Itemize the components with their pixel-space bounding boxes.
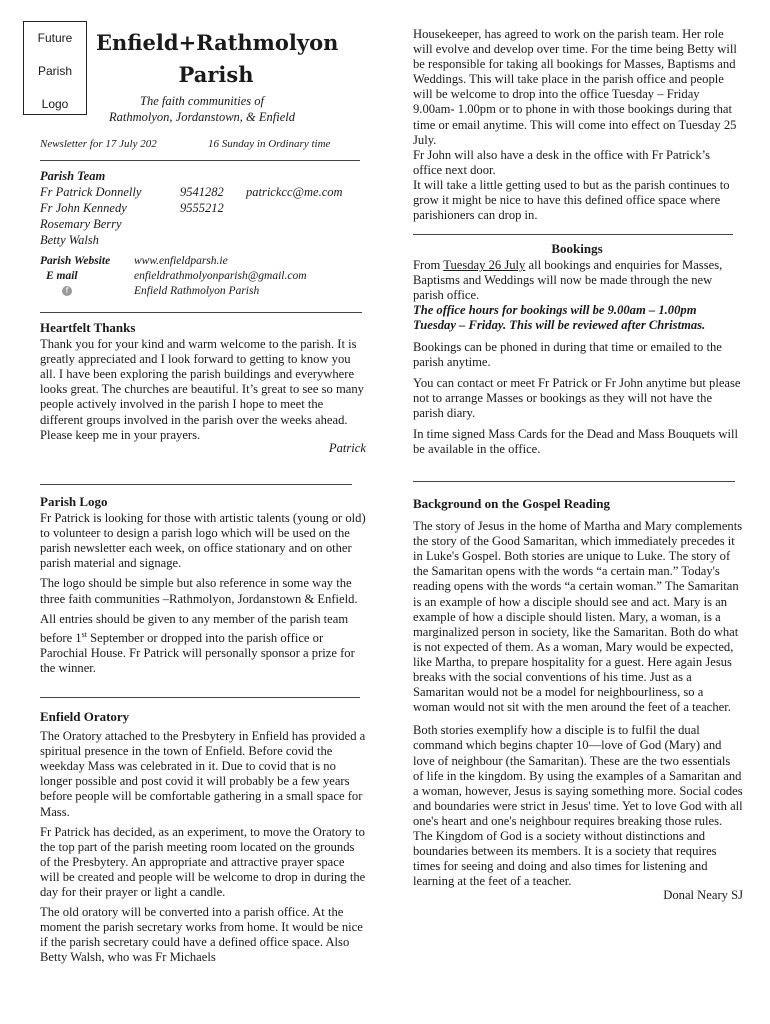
bookings-paragraph: In time signed Mass Cards for the Dead and Mass Bouquets will be available in the office. <box>413 427 738 457</box>
parish-title <box>96 27 339 91</box>
office-paragraph: Housekeeper, has agreed to work on the parish team. Her role will evolve and develop over time. For the time being Betty will be responsible for taking all bookings for Masses, Baptisms and Weddings. This will take place in the parish office and people will be welcome to drop into the office Tuesday – Friday 9.00am- 1.00pm or to phone in with those bookings during that time or email anytime. This will come into effect on Tuesday 25 July. <box>413 27 737 147</box>
team-member <box>40 232 370 248</box>
office-continued <box>413 27 741 223</box>
divider <box>413 234 733 235</box>
oratory-section <box>40 709 366 966</box>
website-label: Parish Website <box>40 255 111 267</box>
title-line-1: Enfield+Rathmolyon <box>96 30 339 55</box>
logo-section <box>40 494 366 676</box>
divider <box>40 484 352 485</box>
facebook-icon[interactable]: f <box>62 286 72 296</box>
logo-line: Logo <box>41 97 69 111</box>
liturgical-sunday: 16 Sunday in Ordinary time <box>208 138 331 150</box>
newsletter-date: Newsletter for 17 July 202 <box>40 138 157 150</box>
member-phone: 9541282 <box>180 185 224 199</box>
gospel-paragraph: The story of Jesus in the home of Martha and Mary complements the story of the Good Samaritan, which immediately precedes it in Luke's Gospel. Both stories are unique to Luke. The story of the Samaritan opens with the words “a certain man.” Today's reading opens with the words “a certain woman.” The Samaritan is an example of how a disciple should see and act. Mary is an example of how a disciple should listen. Mary, a woman, is a marginalized person in society, like the Samaritan. Both do what is not expected of them. As a woman, Mary would be expected, like Martha, to prepare hospitality for a guest. Here again Jesus breaks with the social conventions of his time. Just as a Samaritan would not be a model for neighbourliness, so a woman would not sit with the men around the feet of a teacher. <box>413 519 743 715</box>
logo-paragraph: Fr Patrick is looking for those with artistic talents (young or old) to volunteer to design a parish logo which will be used on the parish newsletter each week, on office stationary and on other parish material and signage. <box>40 511 366 571</box>
office-paragraph: It will take a little getting used to but as the parish continues to grow it might be nice to have this defined office space where parishioners can drop in. <box>413 177 730 223</box>
office-hours: The office hours for bookings will be 9.00am – 1.00pm Tuesday – Friday. This will be reviewed after Christmas. <box>413 303 706 333</box>
issue-line <box>40 138 364 150</box>
thanks-body: Thank you for your kind and warm welcome to the parish. It is greatly appreciated and I look forward to getting to know you all. I have been exploring the parish buildings and everywhere looks great. The churches are beautiful. It’s great to see so many people actively involved in the parish I hope to meet the different groups involved in the parish over the weeks ahead. Please keep me in your prayers. <box>40 337 364 442</box>
logo-paragraph: All entries should be given to any member of the parish team before 1st September or dropped into the parish office or Parochial House. Fr Patrick will personally sponsor a prize for the winner. <box>40 611 355 676</box>
title-line-2: Parish <box>178 62 254 87</box>
member-name: Fr Patrick Donnelly <box>40 185 142 199</box>
thanks-signature: Patrick <box>328 440 366 455</box>
bookings-paragraph: From Tuesday 26 July all bookings and enquiries for Masses, Baptisms and Weddings will now be made through the new parish office. <box>413 258 723 303</box>
team-member <box>40 200 370 216</box>
gospel-heading: Background on the Gospel Reading <box>413 496 610 511</box>
divider <box>413 481 735 482</box>
divider <box>40 312 362 313</box>
team-member <box>40 216 370 232</box>
member-email[interactable]: patrickcc@me.com <box>246 185 343 199</box>
oratory-paragraph: The old oratory will be converted into a parish office. At the moment the parish secretary works from home. It would be nice if the parish secretary could have a defined office space. Also Betty Walsh, who was Fr Michaels <box>40 905 363 965</box>
member-phone: 9555212 <box>180 201 224 215</box>
email-label: E mail <box>46 270 78 282</box>
tagline-line-1: The faith communities of <box>140 94 264 108</box>
parish-contacts <box>40 254 370 299</box>
oratory-paragraph: The Oratory attached to the Presbytery in Enfield has provided a spiritual presence in the town of Enfield. Before covid the weekday Mass was celebrated in it. Due to covid that is no longer possible and post covid it will probably be a few years before people will be comfortable gathering in a small space for Mass. <box>40 729 366 819</box>
oratory-paragraph: Fr Patrick has decided, as an experiment, to move the Oratory to the top part of the parish meeting room located on the grounds of the Presbytery. An appropriate and attractive prayer space will be created and people will be welcome to drop in during the day for their prayer or light a candle. <box>40 824 366 900</box>
logo-paragraph: The logo should be simple but also reference in some way the three faith communities –Rathmolyon, Jordanstown & Enfield. <box>40 576 358 606</box>
booking-start-date: Tuesday 26 July <box>443 258 526 273</box>
divider <box>40 160 360 161</box>
tagline <box>84 93 320 125</box>
member-name: Betty Walsh <box>40 233 99 247</box>
thanks-heading: Heartfelt Thanks <box>40 320 136 335</box>
team-member <box>40 184 370 200</box>
divider <box>40 697 360 698</box>
logo-heading: Parish Logo <box>40 494 108 509</box>
bookings-heading: Bookings <box>551 241 603 256</box>
parish-team <box>40 168 370 248</box>
bookings-paragraph: Bookings can be phoned in during that time or emailed to the parish anytime. <box>413 339 722 369</box>
gospel-paragraph: Both stories exemplify how a disciple is to fulfil the dual command which begins chapter 10—love of God (Mary) and love of neighbour (the Samaritan). These are the two essentials of life in the kingdom. By using the examples of a Samaritan and a woman, however, Jesus is saying something more. Social codes and boundaries were strict in Jesus' time. Yet to love God with all one's heart and one's neighbour requires breaking those rules. The Kingdom of God is a society without distinctions and boundaries between its members. It is a society that requires times for seeing and doing and also times for listening and learning at the feet of a teacher. <box>413 723 743 889</box>
gospel-section <box>413 496 743 903</box>
tagline-line-2: Rathmolyon, Jordanstown, & Enfield <box>109 110 295 124</box>
oratory-heading: Enfield Oratory <box>40 709 130 724</box>
logo-line: Parish <box>37 64 72 78</box>
logo-line: Future <box>37 31 73 45</box>
office-paragraph: Fr John will also have a desk in the office with Fr Patrick’s office next door. <box>413 147 711 177</box>
bookings-section <box>413 241 741 457</box>
future-logo-placeholder <box>23 21 87 115</box>
bookings-paragraph: You can contact or meet Fr Patrick or Fr John anytime but please not to arrange Masses or bookings as they will not have the parish diary. <box>413 375 741 420</box>
facebook-page[interactable]: Enfield Rathmolyon Parish <box>134 285 260 297</box>
email-link[interactable]: enfieldrathmolyonparish@gmail.com <box>134 270 307 282</box>
thanks-section <box>40 320 366 456</box>
member-name: Fr John Kennedy <box>40 201 127 215</box>
team-heading: Parish Team <box>40 169 106 183</box>
gospel-author: Donal Neary SJ <box>663 888 743 903</box>
website-link[interactable]: www.enfieldparsh.ie <box>134 255 228 267</box>
member-name: Rosemary Berry <box>40 217 122 231</box>
